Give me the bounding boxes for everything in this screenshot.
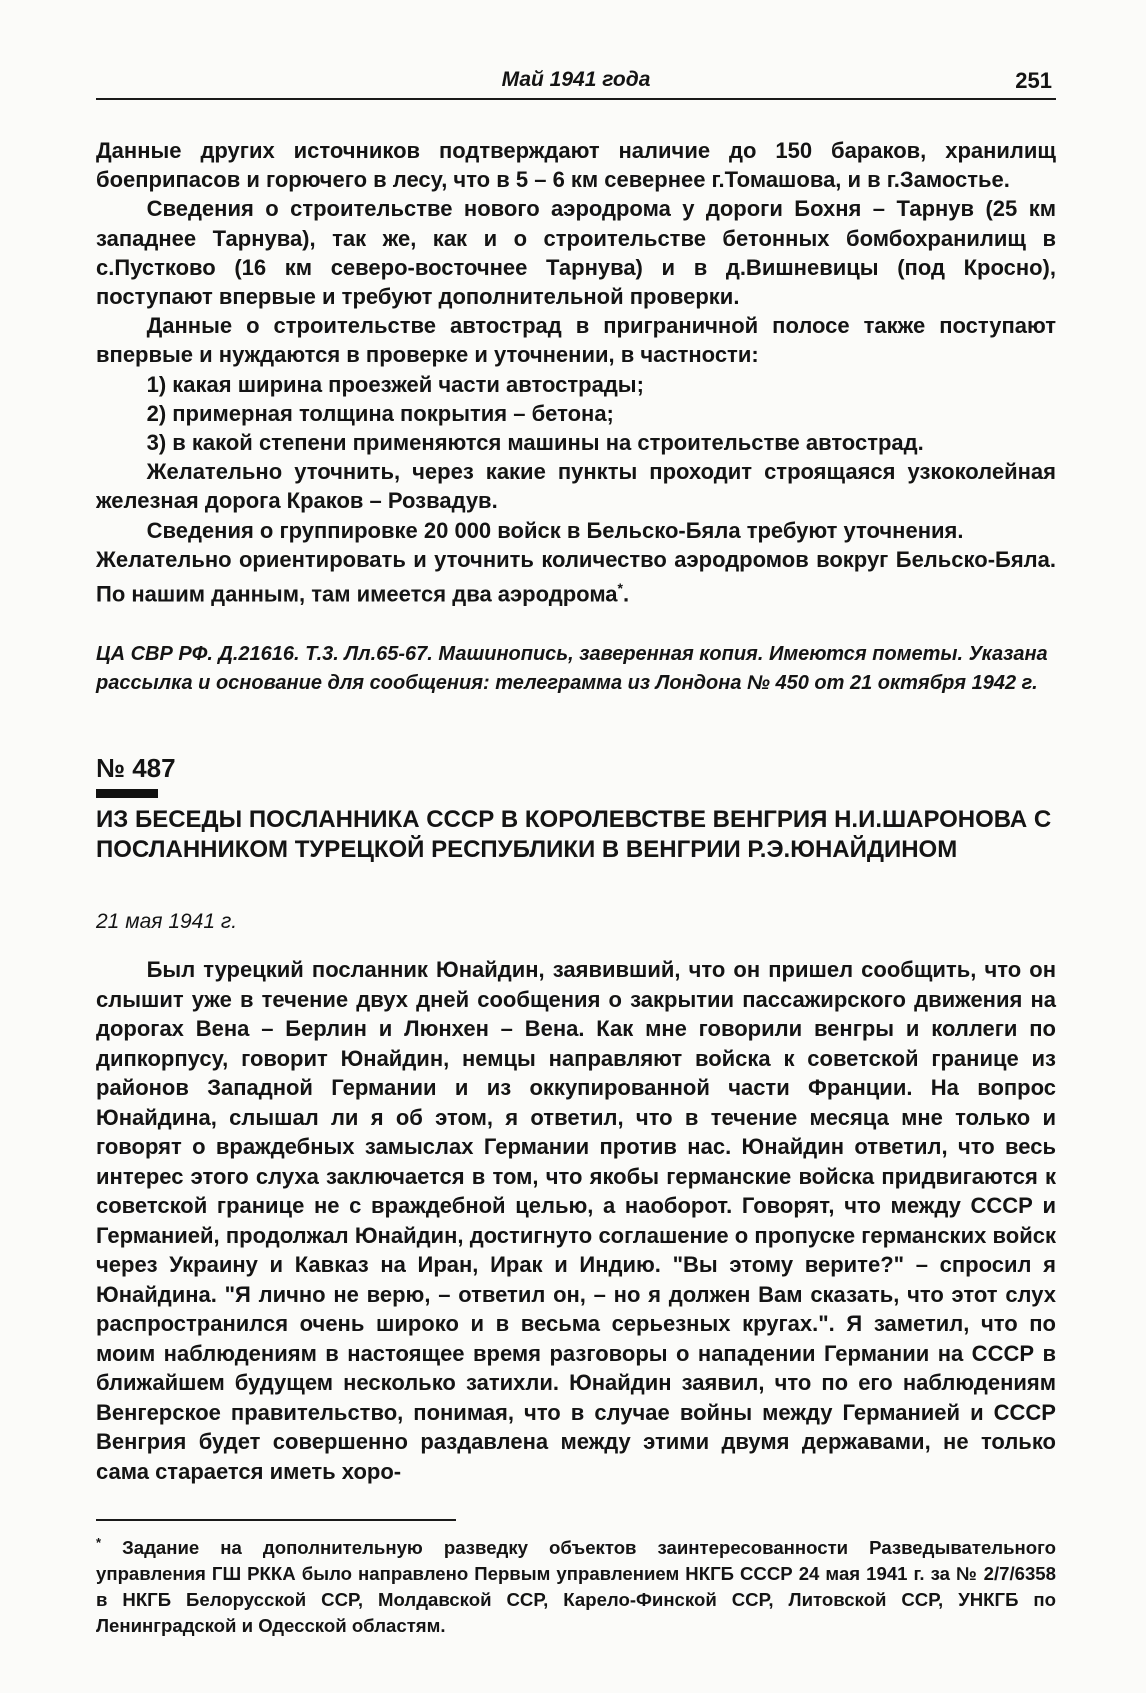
- paragraph: Был турецкий посланник Юнайдин, заявивший, что он пришел сообщить, что он слышит уже в течение двух дней сообщения о закрытии пассажирского движения на дорогах Вена – Берлин и Люнхен – Вена. Как мне говорили венгры и коллеги по дипкорпусу, говорит Юнайдин, немцы направляют войска к советской границе из районов Западной Германии и из оккупированной части Франции. На вопрос Юнайдина, слышал ли я об этом, я ответил, что в течение месяца мне только и говорят о враждебных замыслах Германии против нас. Юнайдин ответил, что весь интерес этого слуха заключается в том, что якобы германские войска придвигаются к советской границе не с враждебной целью, а наоборот. Говорят, что между СССР и Германией, продолжал Юнайдин, достигнуто соглашение о пропуске германских войск через Украину и Кавказ на Иран, Ирак и Индию. "Вы этому верите?" – спросил я Юнайдина. "Я лично не верю, – ответил он, – но я должен Вам сказать, что этот слух распространился очень широко и в весьма серьезных кругах.". Я заметил, что по моим наблюдениям в настоящее время разговоры о нападении Германии на СССР в ближайшем будущем несколько затихли. Юнайдин заявил, что по его наблюдениям Венгерское правительство, понимая, что в случае войны между Германией и СССР Венгрия будет совершенно раздавлена между этими двумя державами, не только сама старается иметь хоро-: [96, 957, 1056, 1484]
- running-header: [96, 64, 1056, 100]
- footnote: [96, 1530, 1056, 1639]
- archival-source-note: ЦА СВР РФ. Д.21616. Т.3. Лл.65-67. Машинопись, заверенная копия. Имеются пометы. Указана рассылка и основание для сообщения: телеграмма из Лондона № 450 от 21 октября 1942 г.: [96, 643, 1048, 694]
- paragraph: Сведения о строительстве нового аэродрома у дороги Бохня – Тарнув (25 км западнее Тарнува), так же, как и о строительстве бетонных бомбохранилищ в с.Пустково (16 км северо-восточнее Тарнува) и в д.Вишневицы (под Кросно), поступают впервые и требуют дополнительной проверки.: [96, 196, 1056, 310]
- report-continuation: [96, 136, 1056, 609]
- paragraph: Желательно уточнить, через какие пункты проходит строящаяся узкоколейная железная дорога Краков – Розвадув.: [96, 459, 1056, 514]
- footnote-marker: *: [96, 1535, 102, 1550]
- running-title: Май 1941 года: [501, 68, 651, 91]
- paragraph-last: [96, 545, 1056, 609]
- document-date: 21 мая 1941 г.: [96, 910, 238, 933]
- heading-rule: [96, 789, 158, 798]
- paragraph: Данные других источников подтверждают наличие до 150 бараков, хранилищ боеприпасов и горючего в лесу, что в 5 – 6 км севернее г.Томашова, и в г.Замостье.: [96, 138, 1056, 193]
- footnote-text: Задание на дополнительную разведку объектов заинтересованности Разведывательного управления ГШ РККА было направлено Первым управлением НКГБ СССР 24 мая 1941 г. за № 2/7/6358 в НКГБ Белорусской ССР, Молдавской ССР, Карело-Финской ССР, Литовской ССР, УНКГБ по Ленинградской и Одесской областям.: [96, 1537, 1056, 1637]
- document-body: [96, 955, 1056, 1486]
- document-number: № 487: [96, 753, 176, 783]
- paragraph: Сведения о группировке 20 000 войск в Бельско-Бяла требуют уточнения.: [146, 517, 964, 543]
- page-number: 251: [1015, 68, 1052, 93]
- sentence-end: .: [623, 581, 630, 607]
- paragraph-text: Желательно ориентировать и уточнить количество аэродромов вокруг Бельско-Бяла. По нашим данным, там имеется два аэродрома: [96, 546, 1056, 607]
- footnote-reference: *: [617, 580, 623, 597]
- footnote-divider: [96, 1519, 456, 1521]
- list-item: 2) примерная толщина покрытия – бетона;: [146, 400, 614, 426]
- paragraph: Данные о строительстве автострад в приграничной полосе также поступают впервые и нуждаются в проверке и уточнении, в частности:: [96, 313, 1056, 368]
- document-title: ИЗ БЕСЕДЫ ПОСЛАННИКА СССР В КОРОЛЕВСТВЕ ВЕНГРИЯ Н.И.ШАРОНОВА С ПОСЛАННИКОМ ТУРЕЦКОЙ РЕСПУБЛИКИ В ВЕНГРИИ Р.Э.ЮНАЙДИНОМ: [96, 806, 1052, 863]
- list-item: 1) какая ширина проезжей части автострады;: [146, 371, 644, 397]
- list-item: 3) в какой степени применяются машины на строительстве автострад.: [146, 430, 924, 456]
